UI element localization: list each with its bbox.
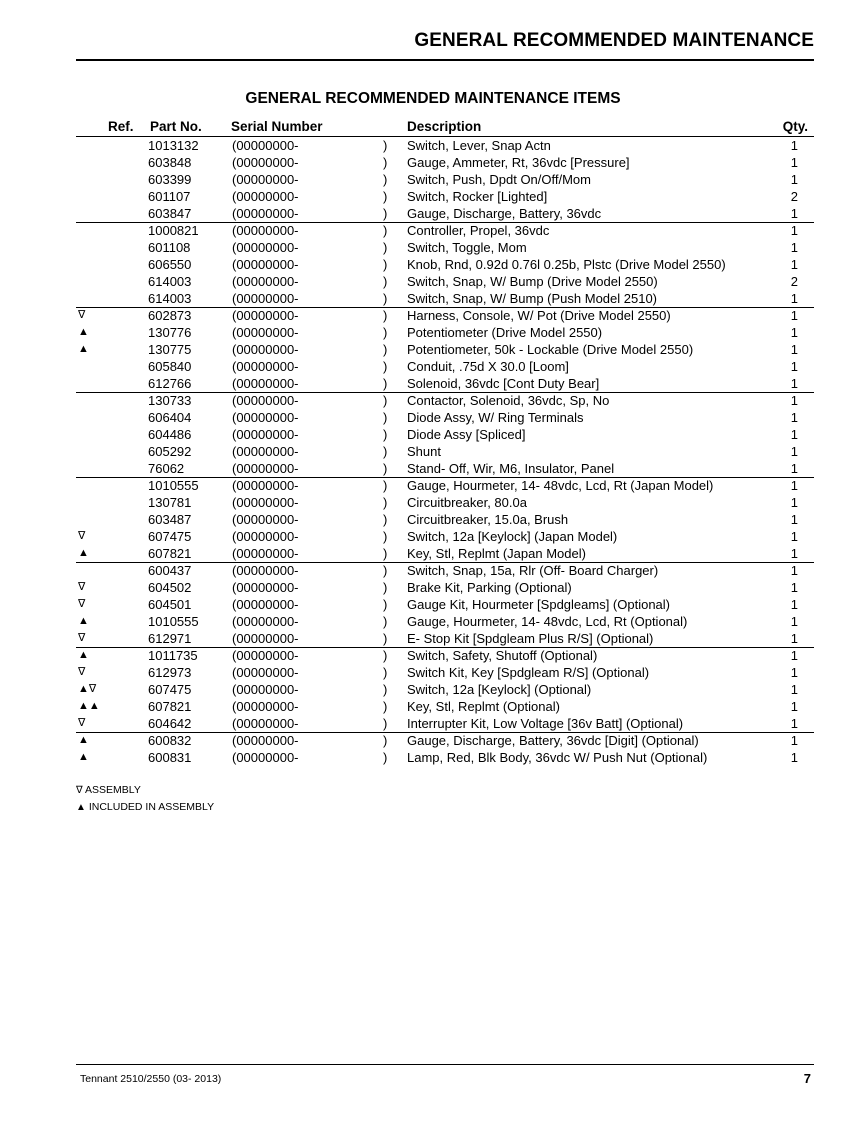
- part-number: 612971: [148, 631, 192, 646]
- serial-close: ): [383, 342, 388, 357]
- table-row: [0, 171, 866, 188]
- group-separator-rule: [76, 392, 814, 393]
- serial-number: (00000000-: [232, 444, 299, 459]
- table-row: [0, 154, 866, 171]
- table-row: [0, 239, 866, 256]
- serial-close: ): [383, 512, 388, 527]
- table-row: [0, 443, 866, 460]
- serial-close: ): [383, 461, 388, 476]
- table-row: [0, 137, 866, 154]
- description: Gauge, Ammeter, Rt, 36vdc [Pressure]: [407, 155, 630, 170]
- part-number: 606404: [148, 410, 192, 425]
- serial-close: ): [383, 529, 388, 544]
- ref-marker: ∇: [78, 666, 86, 678]
- ref-marker: ▲: [78, 649, 89, 661]
- description: Switch, Rocker [Lighted]: [407, 189, 548, 204]
- serial-number: (00000000-: [232, 172, 299, 187]
- quantity: 1: [790, 359, 798, 374]
- part-number: 604501: [148, 597, 192, 612]
- description: Controller, Propel, 36vdc: [407, 223, 550, 238]
- table-row: [0, 494, 866, 511]
- part-number: 130776: [148, 325, 192, 340]
- ref-marker: ∇: [78, 581, 86, 593]
- serial-number: (00000000-: [232, 563, 299, 578]
- quantity: 1: [790, 138, 798, 153]
- group-separator-rule: [76, 732, 814, 733]
- part-number: 1000821: [148, 223, 199, 238]
- serial-close: ): [383, 580, 388, 595]
- description: Switch Kit, Key [Spdgleam R/S] (Optional): [407, 665, 650, 680]
- table-row: [0, 613, 866, 630]
- table-row: [0, 409, 866, 426]
- table-row: [0, 579, 866, 596]
- table-row: [0, 715, 866, 732]
- serial-number: (00000000-: [232, 495, 299, 510]
- table-row: [0, 562, 866, 579]
- serial-number: (00000000-: [232, 325, 299, 340]
- serial-close: ): [383, 325, 388, 340]
- serial-number: (00000000-: [232, 529, 299, 544]
- ref-marker: ∇: [78, 309, 86, 321]
- table-row: [0, 528, 866, 545]
- quantity: 1: [790, 614, 798, 629]
- description: Gauge Kit, Hourmeter [Spdgleams] (Optional): [407, 597, 671, 612]
- page-number: 7: [803, 1071, 811, 1086]
- section-title: GENERAL RECOMMENDED MAINTENANCE ITEMS: [245, 90, 621, 107]
- quantity: 1: [790, 393, 798, 408]
- table-row: [0, 358, 866, 375]
- quantity: 1: [790, 580, 798, 595]
- quantity: 1: [790, 240, 798, 255]
- quantity: 1: [790, 546, 798, 561]
- part-number: 604486: [148, 427, 192, 442]
- serial-number: (00000000-: [232, 274, 299, 289]
- description: Switch, 12a [Keylock] (Optional): [407, 682, 592, 697]
- description: Switch, Toggle, Mom: [407, 240, 527, 255]
- table-row: [0, 749, 866, 766]
- serial-close: ): [383, 376, 388, 391]
- serial-close: ): [383, 155, 388, 170]
- table-row: [0, 392, 866, 409]
- description: Gauge, Hourmeter, 14- 48vdc, Lcd, Rt (Optional): [407, 614, 688, 629]
- quantity: 1: [790, 648, 798, 663]
- part-number: 602873: [148, 308, 192, 323]
- description: Key, Stl, Replmt (Optional): [407, 699, 560, 714]
- serial-number: (00000000-: [232, 342, 299, 357]
- part-number: 1010555: [148, 478, 199, 493]
- quantity: 1: [790, 631, 798, 646]
- part-number: 605292: [148, 444, 192, 459]
- description: Potentiometer (Drive Model 2550): [407, 325, 603, 340]
- part-number: 607821: [148, 699, 192, 714]
- description: Solenoid, 36vdc [Cont Duty Bear]: [407, 376, 600, 391]
- part-number: 601108: [148, 240, 191, 255]
- column-header-part-no: Part No.: [150, 119, 202, 134]
- serial-close: ): [383, 206, 388, 221]
- quantity: 1: [790, 291, 798, 306]
- quantity: 2: [790, 189, 798, 204]
- serial-close: ): [383, 682, 388, 697]
- part-number: 1010555: [148, 614, 199, 629]
- serial-close: ): [383, 750, 388, 765]
- serial-number: (00000000-: [232, 716, 299, 731]
- part-number: 614003: [148, 274, 192, 289]
- serial-close: ): [383, 427, 388, 442]
- serial-close: ): [383, 597, 388, 612]
- part-number: 603847: [148, 206, 192, 221]
- quantity: 1: [790, 512, 798, 527]
- group-separator-rule: [76, 562, 814, 563]
- table-row: [0, 273, 866, 290]
- serial-close: ): [383, 631, 388, 646]
- serial-number: (00000000-: [232, 223, 299, 238]
- serial-number: (00000000-: [232, 546, 299, 561]
- description: Switch, Push, Dpdt On/Off/Mom: [407, 172, 591, 187]
- quantity: 2: [790, 274, 798, 289]
- serial-number: (00000000-: [232, 189, 299, 204]
- included-symbol-icon: ▲: [76, 802, 86, 813]
- column-header-ref: Ref.: [108, 119, 134, 134]
- description: Harness, Console, W/ Pot (Drive Model 2550): [407, 308, 671, 323]
- serial-close: ): [383, 393, 388, 408]
- table-row: [0, 341, 866, 358]
- quantity: 1: [790, 597, 798, 612]
- serial-number: (00000000-: [232, 597, 299, 612]
- ref-marker: ∇: [78, 530, 86, 542]
- serial-close: ): [383, 699, 388, 714]
- serial-number: (00000000-: [232, 750, 299, 765]
- serial-number: (00000000-: [232, 291, 299, 306]
- part-number: 607475: [148, 529, 192, 544]
- serial-number: (00000000-: [232, 614, 299, 629]
- serial-close: ): [383, 359, 388, 374]
- table-row: [0, 647, 866, 664]
- part-number: 76062: [148, 461, 185, 476]
- serial-close: ): [383, 648, 388, 663]
- quantity: 1: [790, 172, 798, 187]
- serial-number: (00000000-: [232, 393, 299, 408]
- ref-marker: ∇: [78, 598, 86, 610]
- serial-close: ): [383, 495, 388, 510]
- footer-doc-id: Tennant 2510/2550 (03- 2013): [80, 1073, 222, 1085]
- table-row: [0, 681, 866, 698]
- footer-rule: [76, 1064, 814, 1065]
- description: Contactor, Solenoid, 36vdc, Sp, No: [407, 393, 610, 408]
- serial-number: (00000000-: [232, 206, 299, 221]
- part-number: 612973: [148, 665, 192, 680]
- table-row: [0, 307, 866, 324]
- description: Diode Assy [Spliced]: [407, 427, 526, 442]
- serial-close: ): [383, 308, 388, 323]
- ref-marker: ∇: [78, 632, 86, 644]
- part-number: 130775: [148, 342, 192, 357]
- part-number: 607475: [148, 682, 192, 697]
- description: Shunt: [407, 444, 441, 459]
- group-separator-rule: [76, 307, 814, 308]
- group-separator-rule: [76, 647, 814, 648]
- table-row: [0, 698, 866, 715]
- serial-close: ): [383, 410, 388, 425]
- description: Gauge, Hourmeter, 14- 48vdc, Lcd, Rt (Japan Model): [407, 478, 714, 493]
- quantity: 1: [790, 206, 798, 221]
- quantity: 1: [790, 223, 798, 238]
- quantity: 1: [790, 342, 798, 357]
- description: Key, Stl, Replmt (Japan Model): [407, 546, 586, 561]
- legend-included-text: INCLUDED IN ASSEMBLY: [88, 801, 215, 813]
- ref-marker: ▲: [78, 751, 89, 763]
- table-row: [0, 256, 866, 273]
- legend-assembly-text: ASSEMBLY: [85, 784, 141, 796]
- description: Switch, Snap, W/ Bump (Drive Model 2550): [407, 274, 658, 289]
- serial-number: (00000000-: [232, 733, 299, 748]
- serial-number: (00000000-: [232, 257, 299, 272]
- serial-close: ): [383, 444, 388, 459]
- serial-number: (00000000-: [232, 410, 299, 425]
- serial-number: (00000000-: [232, 665, 299, 680]
- ref-marker: ▲: [78, 615, 89, 627]
- ref-marker: ▲: [78, 734, 89, 746]
- legend-included: [76, 801, 214, 813]
- part-number: 130733: [148, 393, 192, 408]
- serial-number: (00000000-: [232, 376, 299, 391]
- serial-close: ): [383, 274, 388, 289]
- serial-close: ): [383, 240, 388, 255]
- table-row: [0, 596, 866, 613]
- table-row: [0, 324, 866, 341]
- table-row: [0, 477, 866, 494]
- table-row: [0, 426, 866, 443]
- serial-close: ): [383, 223, 388, 238]
- table-row: [0, 460, 866, 477]
- quantity: 1: [790, 427, 798, 442]
- quantity: 1: [790, 716, 798, 731]
- quantity: 1: [790, 155, 798, 170]
- description: Conduit, .75d X 30.0 [Loom]: [407, 359, 569, 374]
- description: Switch, Snap, W/ Bump (Push Model 2510): [407, 291, 658, 306]
- table-row: [0, 664, 866, 681]
- part-number: 603848: [148, 155, 192, 170]
- quantity: 1: [790, 495, 798, 510]
- description: Circuitbreaker, 15.0a, Brush: [407, 512, 569, 527]
- ref-marker: ▲: [78, 343, 89, 355]
- description: Potentiometer, 50k - Lockable (Drive Model 2550): [407, 342, 694, 357]
- table-row: [0, 188, 866, 205]
- serial-close: ): [383, 563, 388, 578]
- serial-close: ): [383, 546, 388, 561]
- serial-close: ): [383, 733, 388, 748]
- quantity: 1: [790, 376, 798, 391]
- header-rule: [76, 59, 814, 61]
- table-row: [0, 290, 866, 307]
- page-header-title: GENERAL RECOMMENDED MAINTENANCE: [414, 30, 814, 51]
- serial-number: (00000000-: [232, 580, 299, 595]
- ref-marker: ▲▲: [78, 700, 100, 712]
- description: Circuitbreaker, 80.0a: [407, 495, 527, 510]
- quantity: 1: [790, 529, 798, 544]
- table-row: [0, 222, 866, 239]
- quantity: 1: [790, 410, 798, 425]
- part-number: 600832: [148, 733, 192, 748]
- serial-close: ): [383, 614, 388, 629]
- column-header-qty: Qty.: [782, 119, 808, 134]
- serial-number: (00000000-: [232, 138, 299, 153]
- table-row: [0, 630, 866, 647]
- serial-number: (00000000-: [232, 427, 299, 442]
- quantity: 1: [790, 563, 798, 578]
- part-number: 601107: [148, 189, 191, 204]
- description: Switch, Snap, 15a, Rlr (Off- Board Charger): [407, 563, 659, 578]
- column-header-serial-number: Serial Number: [231, 119, 323, 134]
- ref-marker: ▲: [78, 547, 89, 559]
- quantity: 1: [790, 750, 798, 765]
- serial-number: (00000000-: [232, 478, 299, 493]
- serial-number: (00000000-: [232, 155, 299, 170]
- quantity: 1: [790, 682, 798, 697]
- serial-close: ): [383, 257, 388, 272]
- serial-number: (00000000-: [232, 512, 299, 527]
- description: Knob, Rnd, 0.92d 0.76l 0.25b, Plstc (Drive Model 2550): [407, 257, 726, 272]
- quantity: 1: [790, 325, 798, 340]
- description: Switch, Safety, Shutoff (Optional): [407, 648, 598, 663]
- description: Interrupter Kit, Low Voltage [36v Batt] (Optional): [407, 716, 684, 731]
- quantity: 1: [790, 699, 798, 714]
- part-number: 607821: [148, 546, 192, 561]
- description: Gauge, Discharge, Battery, 36vdc: [407, 206, 602, 221]
- part-number: 1011735: [148, 648, 198, 663]
- serial-close: ): [383, 478, 388, 493]
- group-separator-rule: [76, 222, 814, 223]
- serial-close: ): [383, 172, 388, 187]
- quantity: 1: [790, 478, 798, 493]
- description: Switch, Lever, Snap Actn: [407, 138, 551, 153]
- part-number: 600831: [148, 750, 192, 765]
- description: Gauge, Discharge, Battery, 36vdc [Digit] (Optional): [407, 733, 699, 748]
- description: E- Stop Kit [Spdgleam Plus R/S] (Optional): [407, 631, 654, 646]
- serial-number: (00000000-: [232, 240, 299, 255]
- table-row: [0, 545, 866, 562]
- serial-number: (00000000-: [232, 682, 299, 697]
- description: Switch, 12a [Keylock] (Japan Model): [407, 529, 618, 544]
- quantity: 1: [790, 461, 798, 476]
- serial-number: (00000000-: [232, 631, 299, 646]
- table-row: [0, 732, 866, 749]
- serial-number: (00000000-: [232, 461, 299, 476]
- ref-marker: ∇: [78, 717, 86, 729]
- description: Lamp, Red, Blk Body, 36vdc W/ Push Nut (Optional): [407, 750, 708, 765]
- quantity: 1: [790, 308, 798, 323]
- column-header-description: Description: [407, 119, 482, 134]
- quantity: 1: [790, 257, 798, 272]
- quantity: 1: [790, 444, 798, 459]
- part-number: 612766: [148, 376, 192, 391]
- description: Brake Kit, Parking (Optional): [407, 580, 572, 595]
- serial-close: ): [383, 189, 388, 204]
- part-number: 604502: [148, 580, 192, 595]
- assembly-symbol-icon: ∇: [76, 785, 83, 796]
- quantity: 1: [790, 665, 798, 680]
- group-separator-rule: [76, 477, 814, 478]
- legend-assembly: [76, 784, 141, 796]
- part-number: 603399: [148, 172, 192, 187]
- ref-marker: ▲: [78, 326, 89, 338]
- part-number: 605840: [148, 359, 192, 374]
- part-number: 130781: [148, 495, 192, 510]
- part-number: 600437: [148, 563, 192, 578]
- table-row: [0, 375, 866, 392]
- serial-close: ): [383, 291, 388, 306]
- ref-marker: ▲∇: [78, 683, 97, 695]
- serial-number: (00000000-: [232, 359, 299, 374]
- serial-close: ): [383, 665, 388, 680]
- part-number: 603487: [148, 512, 192, 527]
- serial-number: (00000000-: [232, 699, 299, 714]
- part-number: 606550: [148, 257, 192, 272]
- part-number: 604642: [148, 716, 192, 731]
- table-row: [0, 205, 866, 222]
- part-number: 614003: [148, 291, 192, 306]
- serial-number: (00000000-: [232, 648, 299, 663]
- serial-close: ): [383, 138, 388, 153]
- serial-number: (00000000-: [232, 308, 299, 323]
- serial-close: ): [383, 716, 388, 731]
- quantity: 1: [790, 733, 798, 748]
- description: Stand- Off, Wir, M6, Insulator, Panel: [407, 461, 615, 476]
- part-number: 1013132: [148, 138, 199, 153]
- description: Diode Assy, W/ Ring Terminals: [407, 410, 584, 425]
- table-row: [0, 511, 866, 528]
